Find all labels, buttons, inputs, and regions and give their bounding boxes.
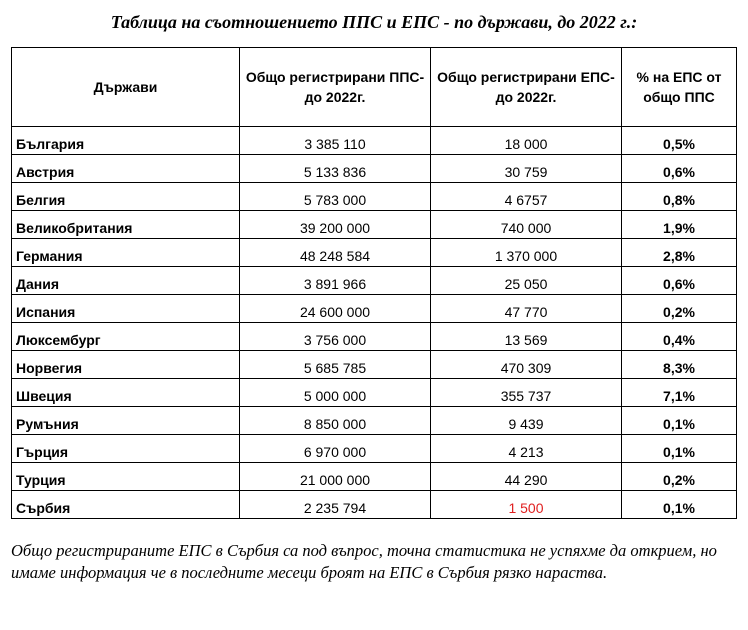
table-row bbox=[12, 435, 737, 463]
cell-eps-total: 30 759 bbox=[431, 155, 622, 183]
cell-pps-total: 48 248 584 bbox=[240, 239, 431, 267]
cell-eps-total: 4 6757 bbox=[431, 183, 622, 211]
page-title: Таблица на съотношението ППС и ЕПС - по държави, до 2022 г.: bbox=[110, 12, 638, 32]
table-header-row bbox=[12, 48, 737, 127]
cell-pps-total: 8 850 000 bbox=[240, 407, 431, 435]
cell-pps-total: 2 235 794 bbox=[240, 491, 431, 519]
cell-pps-total: 5 133 836 bbox=[240, 155, 431, 183]
table-row bbox=[12, 351, 737, 379]
cell-eps-total: 1 370 000 bbox=[431, 239, 622, 267]
cell-eps-total: 18 000 bbox=[431, 127, 622, 155]
country-stats-table bbox=[11, 47, 737, 519]
cell-country: Турция bbox=[12, 463, 240, 491]
cell-eps-total: 470 309 bbox=[431, 351, 622, 379]
cell-eps-total: 740 000 bbox=[431, 211, 622, 239]
cell-country: Испания bbox=[12, 295, 240, 323]
table-row bbox=[12, 491, 737, 519]
table-row bbox=[12, 379, 737, 407]
cell-country: Великобритания bbox=[12, 211, 240, 239]
cell-pps-total: 3 385 110 bbox=[240, 127, 431, 155]
cell-country: Дания bbox=[12, 267, 240, 295]
cell-pps-total: 3 756 000 bbox=[240, 323, 431, 351]
cell-pps-total: 21 000 000 bbox=[240, 463, 431, 491]
cell-eps-total: 9 439 bbox=[431, 407, 622, 435]
cell-eps-percent: 0,6% bbox=[622, 267, 737, 295]
header-eps-total: Общо регистрирани ЕПС-до 2022г. bbox=[431, 48, 622, 127]
cell-eps-total: 44 290 bbox=[431, 463, 622, 491]
cell-eps-total: 25 050 bbox=[431, 267, 622, 295]
table-row bbox=[12, 239, 737, 267]
table-row bbox=[12, 127, 737, 155]
cell-eps-percent: 0,2% bbox=[622, 463, 737, 491]
cell-eps-percent: 2,8% bbox=[622, 239, 737, 267]
cell-eps-percent: 0,1% bbox=[622, 407, 737, 435]
cell-pps-total: 5 685 785 bbox=[240, 351, 431, 379]
cell-country: Австрия bbox=[12, 155, 240, 183]
table-row bbox=[12, 155, 737, 183]
cell-eps-total: 1 500 bbox=[431, 491, 622, 519]
table-row bbox=[12, 183, 737, 211]
cell-eps-percent: 0,1% bbox=[622, 491, 737, 519]
cell-pps-total: 6 970 000 bbox=[240, 435, 431, 463]
cell-country: Швеция bbox=[12, 379, 240, 407]
table-row bbox=[12, 407, 737, 435]
cell-eps-percent: 0,4% bbox=[622, 323, 737, 351]
table-row bbox=[12, 463, 737, 491]
header-countries: Държави bbox=[12, 48, 240, 127]
cell-country: Гърция bbox=[12, 435, 240, 463]
cell-eps-percent: 8,3% bbox=[622, 351, 737, 379]
cell-eps-percent: 0,5% bbox=[622, 127, 737, 155]
cell-eps-total: 47 770 bbox=[431, 295, 622, 323]
cell-country: България bbox=[12, 127, 240, 155]
cell-eps-percent: 0,1% bbox=[622, 435, 737, 463]
cell-eps-percent: 0,8% bbox=[622, 183, 737, 211]
table-row bbox=[12, 267, 737, 295]
table-row bbox=[12, 323, 737, 351]
cell-eps-percent: 0,6% bbox=[622, 155, 737, 183]
cell-pps-total: 3 891 966 bbox=[240, 267, 431, 295]
cell-eps-percent: 7,1% bbox=[622, 379, 737, 407]
cell-country: Норвегия bbox=[12, 351, 240, 379]
cell-eps-total: 13 569 bbox=[431, 323, 622, 351]
cell-country: Германия bbox=[12, 239, 240, 267]
cell-eps-percent: 1,9% bbox=[622, 211, 737, 239]
table-row bbox=[12, 295, 737, 323]
cell-pps-total: 39 200 000 bbox=[240, 211, 431, 239]
table-row bbox=[12, 211, 737, 239]
footnote: Общо регистрираните ЕПС в Сърбия са под въпрос, точна статистика не успяхме да открием, но имаме информация че в последните месеци броят на ЕПС в Сърбия рязко нараства. bbox=[11, 541, 717, 582]
cell-eps-total: 4 213 bbox=[431, 435, 622, 463]
cell-pps-total: 24 600 000 bbox=[240, 295, 431, 323]
header-pps-total: Общо регистрирани ППС-до 2022г. bbox=[240, 48, 431, 127]
cell-pps-total: 5 000 000 bbox=[240, 379, 431, 407]
cell-country: Люксембург bbox=[12, 323, 240, 351]
cell-country: Сърбия bbox=[12, 491, 240, 519]
table-body bbox=[12, 127, 737, 519]
header-eps-percent: % на ЕПС от общо ППС bbox=[622, 48, 737, 127]
cell-eps-total: 355 737 bbox=[431, 379, 622, 407]
cell-country: Белгия bbox=[12, 183, 240, 211]
cell-eps-percent: 0,2% bbox=[622, 295, 737, 323]
cell-country: Румъния bbox=[12, 407, 240, 435]
cell-pps-total: 5 783 000 bbox=[240, 183, 431, 211]
